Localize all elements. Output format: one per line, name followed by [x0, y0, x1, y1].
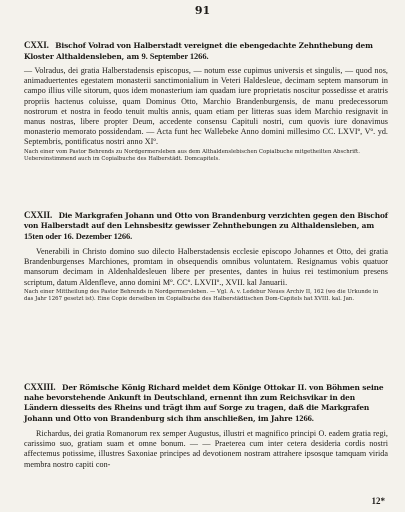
- charter-date: 15ten oder 16. Dezember 1266.: [24, 231, 133, 241]
- page-number: 91: [194, 4, 211, 17]
- charter-heading: [24, 210, 388, 242]
- charter-number: CXXIII.: [24, 382, 56, 392]
- charter-summary: Die Markgrafen Johann und Otto von Brandenburg verzichten gegen den Bischof von Halberstadt auf den Lehnsbesitz gewisser Zehnthebungen zu Althaldensleben, am: [24, 211, 388, 230]
- charter-summary: Bischof Volrad von Halberstadt vereignet die ebengedachte Zehnthebung dem Kloster Althaldensleben, am: [24, 41, 373, 61]
- charter-source-note: Nach einer Mittheilung des Pastor Behrends in Nordgermersleben. — Vgl. A. v. Ledebur Neues Archiv II, 162 (wo die Urkunde in das Jahr 1267 gesetzt ist). Eine Copie derselben im Copialbuche des Halberstädtischen Dom-Capitels hat XVIII. kal. Jan.: [24, 288, 379, 302]
- signature-mark: 12*: [371, 496, 385, 506]
- charter-cxxii: [24, 210, 388, 303]
- charter-cxxi: [24, 40, 388, 163]
- charter-text: Venerabili in Christo domino suo dilecto Halberstadensis ecclesie episcopo Johannes et Otto, dei gratia Brandenburgenses Marchiones, promtam in obsequendis omnibus voluntatem. Resignamus vobis quatuor mansorum decimam in Aldenhaldesleuen libere per presentes, dantes in huius rei testimonium presens scriptum, datum Aldenfleve, anno domini Mº. CCº. LXVIIº., XVII. kal Januarii.: [24, 247, 388, 287]
- charter-text: Richardus, dei gratia Romanorum rex semper Augustus, illustri et magnifico principi O. eadem gratia regi, carissimo suo, gratiam suam et omne bonum. — — Praeterea cum inter cetera desideria cordis nostri affectemus potissime, illustres Saxoniae principes ad devotionem nostram attrahere ipsosque tamquam virida membra nostro capiti con-: [24, 429, 388, 469]
- charter-heading: [24, 382, 388, 424]
- charter-date: 9. September 1266.: [141, 51, 209, 61]
- charter-number: CXXII.: [24, 210, 53, 220]
- charter-summary: Der Römische König Richard meldet dem Könige Ottokar II. von Böhmen seine nahe bevorstehende Ankunft in Deutschland, ernennt ihn zum Reichsvikar in den Ländern diesseits des Rheins und trägt ihm auf Sorge zu tragen, daß die Markgrafen Johann und Otto von Brandenburg sich ihm anschließen, im Jahre: [24, 383, 384, 423]
- charter-text: — Volradus, dei gratia Halberstadensis episcopus, — notum esse cupimus universis et singulis, — quod nos, animaduertentes egestatem monasterii sanctimonialium in Veteri Haldesleue, decimam septem mansorum in campo illius ville sitorum, quos idem monasterium iam quadam iure proprietatis noscitur possedisse et aratris propriis hactenus coluisse, quam Dominus Otto, Marchio Brandenburgensis, de manu predecessorum nostrorum et nostra in feodo tenuit multis annis, quam etiam per litteras suas idem Marchio resignavit in manus nostras, libere propter Deum, accedente consensu Capituli nostri, cum quovis iure donavimus monasterio memorato possidendam. — Acta funt hec Wallebeke Anno domini millesimo CC. LXVIº, Vº. yd. Septembris, pontificatus nostri anno XIº.: [24, 66, 388, 147]
- charter-source-note: Nach einer vom Pastor Behrends zu Nordgermersleben aus dem Althaldenslebischen Copialbuche mitgetheilten Abschrift. Uebereinstimmend auch im Copialbuche des Halberstädt. Domcapitels.: [24, 148, 360, 162]
- charter-cxxiii: [24, 382, 388, 470]
- charter-number: CXXI.: [24, 40, 49, 50]
- charter-heading: [24, 40, 388, 62]
- charter-date: 1266.: [295, 413, 314, 423]
